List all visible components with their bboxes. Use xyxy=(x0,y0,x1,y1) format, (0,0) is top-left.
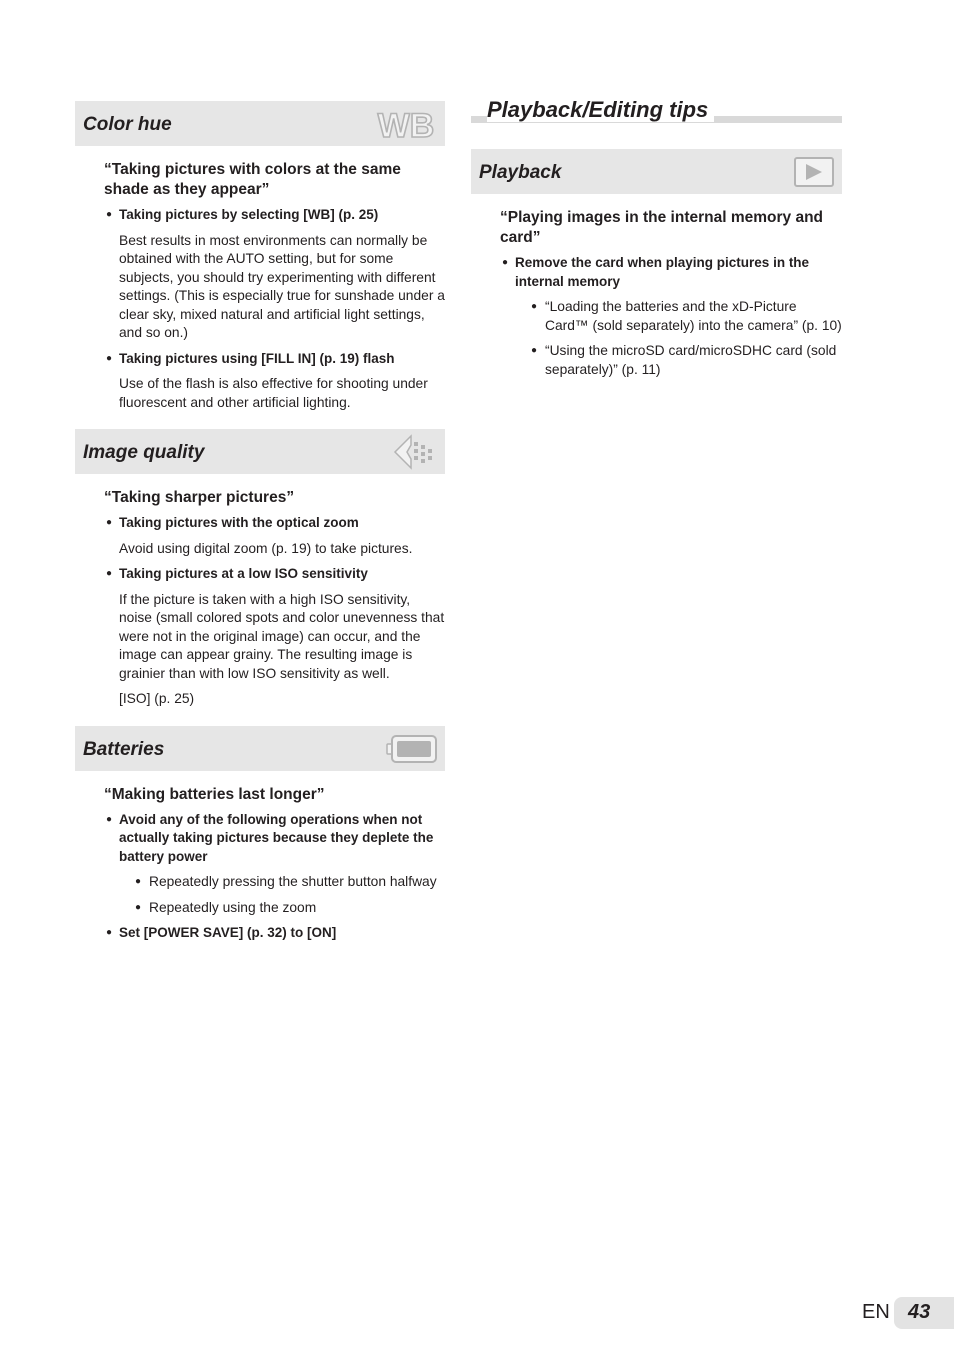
sub-bullet-item: ● “Loading the batteries and the xD-Picture Card™ (sold separately) into the camera” (p. 10) xyxy=(545,298,842,335)
paragraph: Use of the flash is also effective for shooting under fluorescent and other artificial lighting. xyxy=(119,376,428,410)
battery-icon xyxy=(385,730,439,773)
quote-heading: “Playing images in the internal memory and card” xyxy=(500,209,824,246)
section-title: Batteries xyxy=(83,738,165,760)
image-quality-icon xyxy=(393,433,439,476)
language-label: EN xyxy=(862,1301,890,1323)
section-title: Playback xyxy=(479,162,562,183)
chapter-heading xyxy=(471,97,842,127)
bullet-item: ● Remove the card when playing pictures in the internal memory xyxy=(515,254,842,291)
paragraph: [ISO] (p. 25) xyxy=(119,691,195,706)
right-column xyxy=(471,97,842,386)
bullet-item: ● Taking pictures with the optical zoom xyxy=(119,514,445,533)
sub-bullet-item: ● Repeatedly using the zoom xyxy=(149,899,445,918)
bullet-item: ● Taking pictures using [FILL IN] (p. 19) flash xyxy=(119,350,445,369)
left-column xyxy=(75,101,445,950)
page-number: 43 xyxy=(908,1301,931,1323)
section-header-color-hue xyxy=(75,101,445,146)
bullet-item: ● Avoid any of the following operations when not actually taking pictures because they deplete the battery power xyxy=(119,811,445,867)
play-icon xyxy=(792,153,836,196)
quote-heading: “Taking sharper pictures” xyxy=(104,489,295,506)
bullet-item: ● Taking pictures by selecting [WB] (p. 25) xyxy=(119,206,445,225)
quote-heading: “Taking pictures with colors at the same shade as they appear” xyxy=(104,161,401,198)
bullet-item: ● Set [POWER SAVE] (p. 32) to [ON] xyxy=(119,924,445,943)
wb-icon xyxy=(373,105,439,148)
chapter-title: Playback/Editing tips xyxy=(487,97,714,122)
section-title: Image quality xyxy=(83,442,205,463)
sub-bullet-item: ● “Using the microSD card/microSDHC card (sold separately)” (p. 11) xyxy=(545,342,842,379)
svg-text:WB: WB xyxy=(377,107,435,143)
bullet-item: ● Taking pictures at a low ISO sensitivity xyxy=(119,565,445,584)
section-title: Color hue xyxy=(83,114,172,135)
section-header-batteries xyxy=(75,726,445,771)
quote-heading: “Making batteries last longer” xyxy=(104,785,325,803)
section-header-image-quality xyxy=(75,429,445,474)
paragraph: If the picture is taken with a high ISO sensitivity, noise (small colored spots and color unevenness that were not in the original image) can occur, and the image can appear grainy. The resulting image is grainier than with low ISO sensitivity as well. xyxy=(119,591,445,681)
sub-bullet-item: ● Repeatedly pressing the shutter button halfway xyxy=(149,873,445,892)
paragraph: Avoid using digital zoom (p. 19) to take pictures. xyxy=(119,540,413,556)
section-header-playback xyxy=(471,149,842,194)
page-number-tab xyxy=(894,1297,954,1329)
paragraph: Best results in most environments can normally be obtained with the AUTO setting, but for some subjects, you should try experimenting with different settings. (This is especially true for sunshade under a clear sky, mixed natural and artificial light settings, and so on.) xyxy=(119,232,445,340)
